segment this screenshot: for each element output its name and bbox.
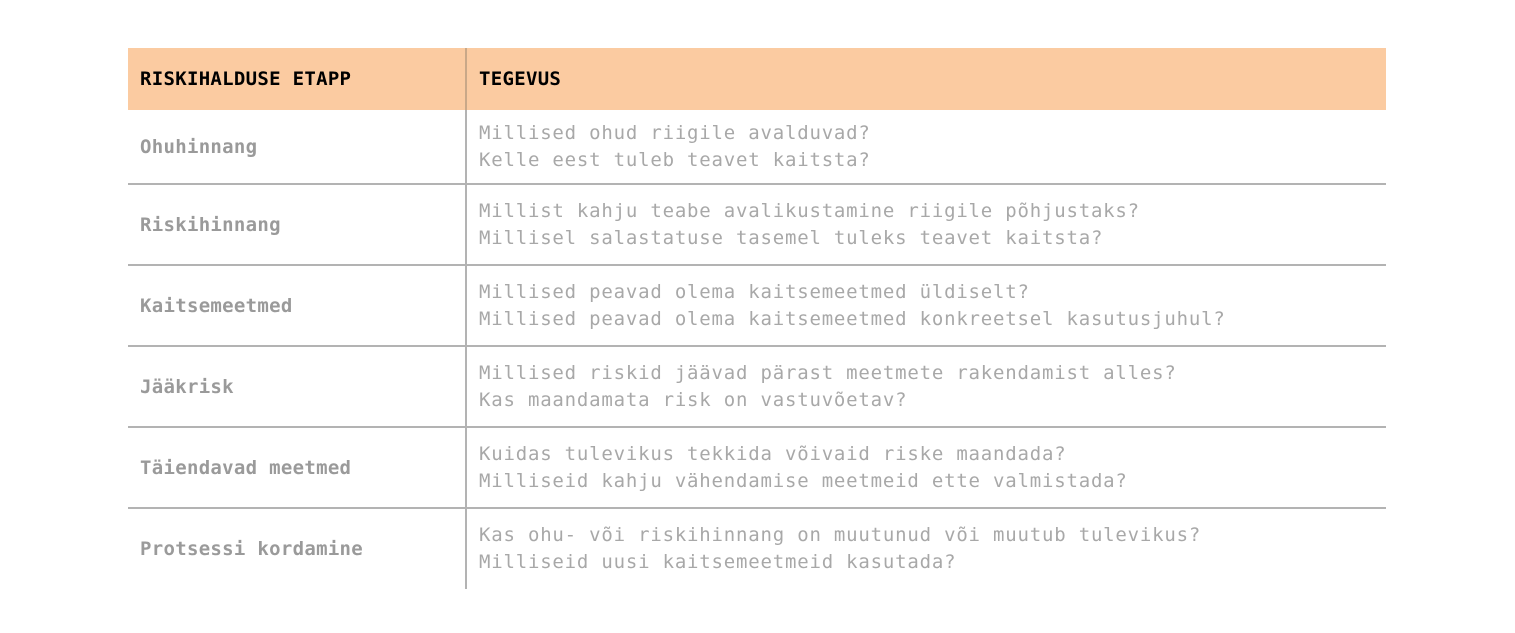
question-text: Kelle eest tuleb teavet kaitsta? — [479, 148, 871, 171]
table-row — [128, 509, 1386, 589]
stage-cell — [128, 185, 467, 264]
stage-cell — [128, 110, 467, 183]
stage-label: Riskihinnang — [140, 213, 281, 236]
question-text: Kas maandamata risk on vastuvõetav? — [479, 388, 908, 411]
table-header-row — [128, 48, 1386, 110]
question-text: Millisel salastatuse tasemel tuleks teavet kaitsta? — [479, 226, 1104, 249]
stage-cell — [128, 509, 467, 589]
stage-label: Ohuhinnang — [140, 135, 258, 158]
action-cell — [467, 509, 1386, 589]
action-cell — [467, 185, 1386, 264]
stage-label: Kaitsemeetmed — [140, 294, 293, 317]
action-cell — [467, 110, 1386, 183]
header-stage-label: RISKIHALDUSE ETAPP — [140, 68, 352, 90]
action-cell — [467, 266, 1386, 345]
question-text: Kas ohu- või riskihinnang on muutunud või muutub tulevikus? — [479, 524, 1202, 546]
stage-cell — [128, 428, 467, 507]
question-text: Millised riskid jäävad pärast meetmete rakendamist alles? — [479, 361, 1177, 384]
action-cell — [467, 347, 1386, 426]
table-row — [128, 428, 1386, 509]
question-text: Milliseid uusi kaitsemeetmeid kasutada? — [479, 551, 957, 573]
table-row — [128, 110, 1386, 185]
header-action-label: TEGEVUS — [479, 68, 562, 90]
question-text: Millist kahju teabe avalikustamine riigile põhjustaks? — [479, 199, 1140, 222]
header-cell-stage — [128, 48, 467, 110]
table-row — [128, 185, 1386, 266]
stage-label: Protsessi kordamine — [140, 538, 364, 560]
action-cell — [467, 428, 1386, 507]
question-text: Kuidas tulevikus tekkida võivaid riske maandada? — [479, 442, 1067, 465]
question-text: Millised ohud riigile avalduvad? — [479, 121, 871, 144]
stage-cell — [128, 266, 467, 345]
table-row — [128, 266, 1386, 347]
question-text: Milliseid kahju vähendamise meetmeid ette valmistada? — [479, 469, 1128, 492]
header-cell-action — [467, 48, 1386, 110]
question-text: Millised peavad olema kaitsemeetmed konkreetsel kasutusjuhul? — [479, 307, 1226, 330]
stage-label: Täiendavad meetmed — [140, 456, 352, 479]
question-text: Millised peavad olema kaitsemeetmed üldiselt? — [479, 280, 1030, 303]
stage-label: Jääkrisk — [140, 375, 234, 398]
risk-management-table — [128, 48, 1386, 589]
table-row — [128, 347, 1386, 428]
stage-cell — [128, 347, 467, 426]
